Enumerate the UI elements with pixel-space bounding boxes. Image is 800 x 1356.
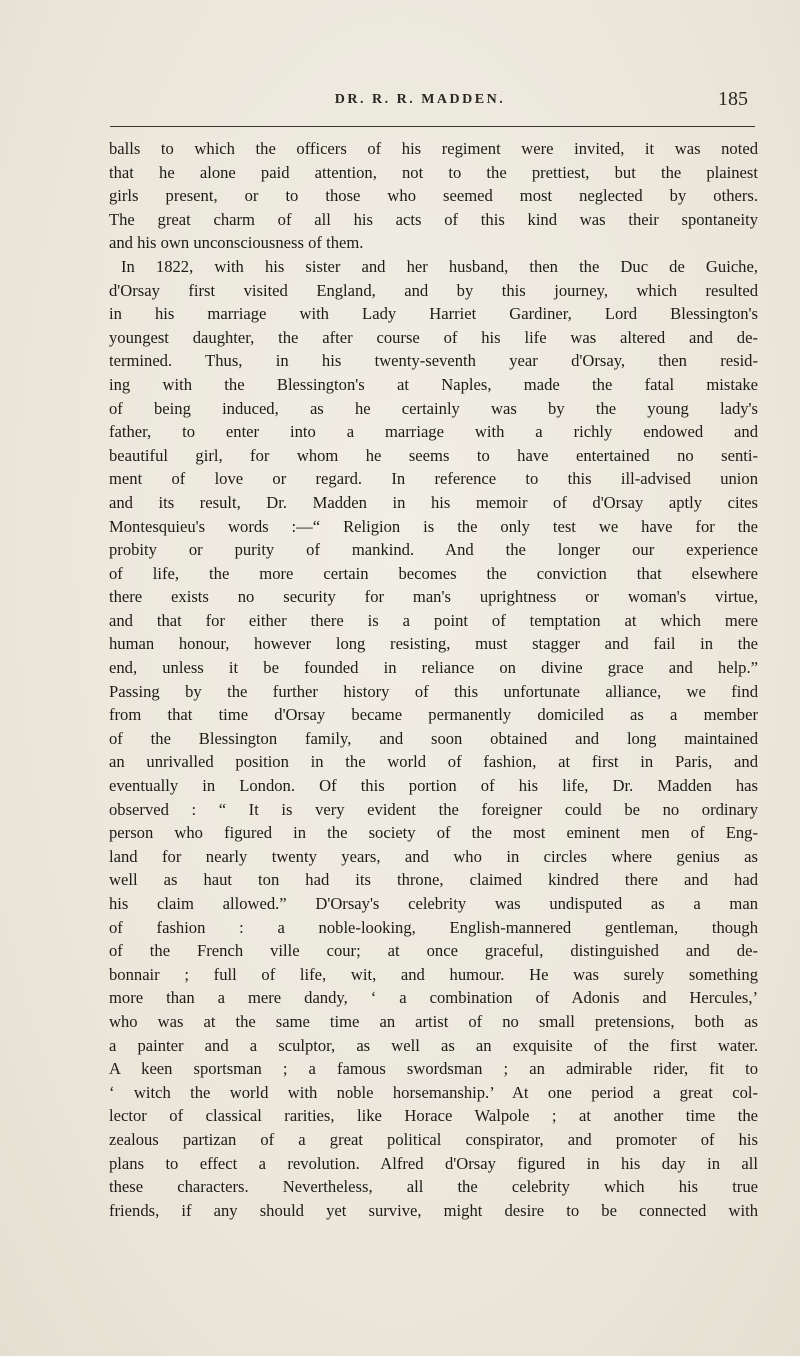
text-line: land for nearly twenty years, and who in circles where genius as <box>109 846 758 866</box>
text-line: d'Orsay first visited England, and by this journey, which resulted <box>109 280 758 300</box>
text-line: person who figured in the society of the most eminent men of Eng- <box>109 823 758 843</box>
text-line: girls present, or to those who seemed most neglected by others. <box>109 186 758 206</box>
text-line: human honour, however long resisting, must stagger and fail in the <box>109 634 758 654</box>
text-line: end, unless it be founded in reliance on divine grace and help.” <box>109 658 758 678</box>
running-title: DR. R. R. MADDEN. <box>334 92 506 107</box>
text-line: friends, if any should yet survive, might desire to be connected with <box>109 1200 758 1220</box>
text-line: and his own unconsciousness of them. <box>109 233 364 253</box>
running-head <box>90 88 750 116</box>
text-line: there exists no security for man's uprightness or woman's virtue, <box>109 587 758 607</box>
body-text <box>109 137 758 1222</box>
text-line: In 1822, with his sister and her husband, then the Duc de Guiche, <box>121 256 758 276</box>
text-line: of fashion : a noble-looking, English-mannered gentleman, though <box>109 917 758 937</box>
text-line: A keen sportsman ; a famous swordsman ; an admirable rider, fit to <box>109 1059 758 1079</box>
text-line: termined. Thus, in his twenty-seventh year d'Orsay, then resid- <box>109 351 758 371</box>
text-line: of the Blessington family, and soon obtained and long maintained <box>109 728 758 748</box>
text-line: well as haut ton had its throne, claimed kindred there and had <box>109 870 758 890</box>
text-line: these characters. Nevertheless, all the celebrity which his true <box>109 1177 758 1197</box>
text-line: plans to effect a revolution. Alfred d'Orsay figured in his day in all <box>109 1153 758 1173</box>
text-line: who was at the same time an artist of no small pretensions, both as <box>109 1011 758 1031</box>
text-line: his claim allowed.” D'Orsay's celebrity was undisputed as a man <box>109 894 758 913</box>
text-line: The great charm of all his acts of this kind was their spontaneity <box>109 209 758 229</box>
text-line: ‘ witch the world with noble horsemanship.’ At one period a great col- <box>109 1082 758 1102</box>
text-line: more than a mere dandy, ‘ a combination of Adonis and Hercules,’ <box>109 988 758 1008</box>
text-line: youngest daughter, the after course of his life was altered and de- <box>109 327 758 347</box>
text-line: a painter and a sculptor, as well as an exquisite of the first water. <box>109 1035 758 1055</box>
text-line: that he alone paid attention, not to the prettiest, but the plainest <box>109 162 758 182</box>
text-line: of life, the more certain becomes the conviction that elsewhere <box>109 563 758 583</box>
text-line: and that for either there is a point of temptation at which mere <box>109 610 758 630</box>
text-line: ment of love or regard. In reference to this ill-advised union <box>109 469 758 489</box>
page-number: 185 <box>718 88 748 110</box>
text-line: father, to enter into a marriage with a richly endowed and <box>109 422 758 442</box>
text-line: bonnair ; full of life, wit, and humour. He was surely something <box>109 964 758 984</box>
text-line: probity or purity of mankind. And the longer our experience <box>109 540 758 560</box>
text-line: zealous partizan of a great political conspirator, and promoter of his <box>109 1129 758 1149</box>
text-line: lector of classical rarities, like Horace Walpole ; at another time the <box>109 1106 758 1126</box>
text-line: Montesquieu's words :—“ Religion is the only test we have for the <box>109 516 758 536</box>
text-line: of the French ville cour; at once graceful, distinguished and de- <box>109 941 758 961</box>
text-line: eventually in London. Of this portion of his life, Dr. Madden has <box>109 776 758 796</box>
text-line: of being induced, as he certainly was by the young lady's <box>109 398 758 418</box>
text-line: balls to which the officers of his regiment were invited, it was noted <box>109 139 758 158</box>
text-line: and its result, Dr. Madden in his memoir of d'Orsay aptly cites <box>109 492 758 512</box>
text-line: beautiful girl, for whom he seems to have entertained no senti- <box>109 445 758 465</box>
text-line: ing with the Blessington's at Naples, made the fatal mistake <box>109 374 758 394</box>
header-rule <box>110 126 755 127</box>
text-line: Passing by the further history of this unfortunate alliance, we find <box>109 681 758 701</box>
text-line: observed : “ It is very evident the foreigner could be no ordinary <box>109 799 758 819</box>
text-line: in his marriage with Lady Harriet Gardiner, Lord Blessington's <box>109 304 758 324</box>
text-line: an unrivalled position in the world of fashion, at first in Paris, and <box>109 752 758 772</box>
text-line: from that time d'Orsay became permanently domiciled as a member <box>109 705 758 725</box>
